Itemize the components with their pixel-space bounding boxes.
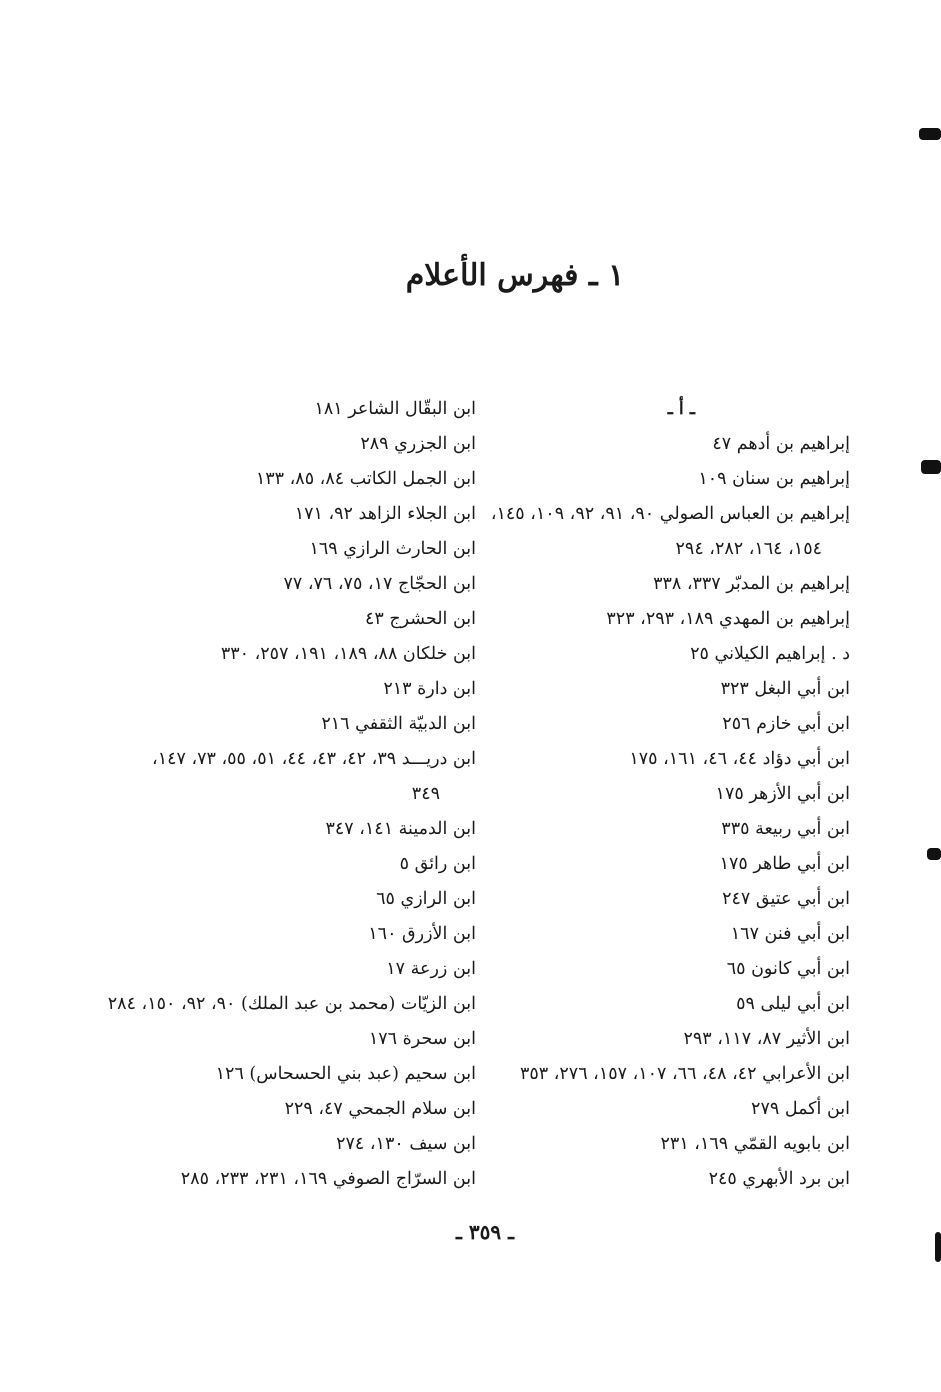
index-entry: د . إبراهيم الكيلاني ٢٥	[690, 644, 850, 664]
index-entry: إبراهيم بن سنان ١٠٩	[698, 469, 850, 489]
right-column	[490, 392, 850, 1197]
index-entry: ابن الرازي ٦٥	[376, 889, 476, 909]
index-entry: ابن السرّاج الصوفي ١٦٩، ٢٣١، ٢٣٣، ٢٨٥	[180, 1169, 476, 1189]
index-entry: ابن أبي البغل ٣٢٣	[720, 679, 850, 699]
index-entry: ابن البقّال الشاعر ١٨١	[314, 399, 476, 419]
index-entry: ابن زرعة ١٧	[386, 959, 476, 979]
section-letter: ـ أ ـ	[667, 399, 695, 419]
index-entry: إبراهيم بن المهدي ١٨٩، ٢٩٣، ٣٢٣	[606, 609, 850, 629]
index-entry: ابن رائق ٥	[399, 854, 476, 874]
index-entry: ابن أكمل ٢٧٩	[751, 1099, 850, 1119]
left-column	[107, 392, 476, 1197]
scan-edge-mark	[921, 460, 941, 474]
index-entry: ابن أبي دؤاد ٤٤، ٤٦، ١٦١، ١٧٥	[629, 749, 850, 769]
index-entry: ابن الحجّاج ١٧، ٧٥، ٧٦، ٧٧	[283, 574, 476, 594]
index-entry: ابن أبي طاهر ١٧٥	[719, 854, 850, 874]
index-entry: ابن سيف ١٣٠، ٢٧٤	[336, 1134, 476, 1154]
index-entry: ابن الحارث الرازي ١٦٩	[309, 539, 476, 559]
index-entry: ابن دارة ٢١٣	[383, 679, 476, 699]
index-entry-continuation: ١٥٤، ١٦٤، ٢٨٢، ٢٩٤	[675, 539, 822, 559]
index-entry: ابن أبي ربيعة ٣٣٥	[721, 819, 850, 839]
index-entry: ابن دريـــد ٣٩، ٤٢، ٤٣، ٤٤، ٥١، ٥٥، ٧٣، ١٤٧،	[152, 749, 476, 769]
page-number: ـ ٣٥٩ ـ	[456, 1220, 514, 1244]
scan-edge-mark	[927, 848, 941, 860]
index-entry: ابن الأثير ٨٧، ١١٧، ٢٩٣	[683, 1029, 850, 1049]
index-entry: ابن أبي عتيق ٢٤٧	[722, 889, 850, 909]
index-entry: ابن الجمل الكاتب ٨٤، ٨٥، ١٣٣	[255, 469, 476, 489]
index-entry: ابن أبي فنن ١٦٧	[730, 924, 850, 944]
index-entry: ابن أبي الأزهر ١٧٥	[715, 784, 850, 804]
index-entry: ابن الحشرج ٤٣	[364, 609, 476, 629]
index-entry: ابن الدمينة ١٤١، ٣٤٧	[325, 819, 476, 839]
index-title: ١ ـ فهرس الأعلام	[405, 258, 625, 293]
index-entry: ابن أبي كانون ٦٥	[726, 959, 850, 979]
index-entry: ابن سحيم (عبد بني الحسحاس) ١٢٦	[215, 1064, 476, 1084]
index-entry: ابن أبي خازم ٢٥٦	[722, 714, 850, 734]
index-entry: إبراهيم بن أدهم ٤٧	[712, 434, 850, 454]
index-entry: إبراهيم بن المدبّر ٣٣٧، ٣٣٨	[653, 574, 850, 594]
index-entry: ابن الزيّات (محمد بن عبد الملك) ٩٠، ٩٢، ١٥٠، ٢٨٤	[107, 994, 476, 1014]
index-entry: ابن سحرة ١٧٦	[368, 1029, 476, 1049]
index-entry: ابن الجلاء الزاهد ٩٢، ١٧١	[294, 504, 476, 524]
index-entry: ابن الأزرق ١٦٠	[368, 924, 476, 944]
index-entry: ابن برد الأبهري ٢٤٥	[708, 1169, 850, 1189]
scan-edge-mark	[935, 1232, 941, 1262]
index-entry-continuation: ٣٤٩	[411, 784, 440, 804]
index-entry: ابن أبي ليلى ٥٩	[736, 994, 850, 1014]
index-entry: ابن الأعرابي ٤٢، ٤٨، ٦٦، ١٠٧، ١٥٧، ٢٧٦، ٣٥٣	[519, 1064, 850, 1084]
index-entry: إبراهيم بن العباس الصولي ٩٠، ٩١، ٩٢، ١٠٩، ١٤٥،	[490, 504, 850, 524]
index-entry: ابن خلكان ٨٨، ١٨٩، ١٩١، ٢٥٧، ٣٣٠	[220, 644, 476, 664]
index-entry: ابن الجزري ٢٨٩	[360, 434, 476, 454]
index-entry: ابن سلام الجمحي ٤٧، ٢٢٩	[284, 1099, 476, 1119]
scan-edge-mark	[919, 128, 941, 140]
index-entry: ابن بابويه القمّي ١٦٩، ٢٣١	[660, 1134, 850, 1154]
index-entry: ابن الدبيّة الثقفي ٢١٦	[321, 714, 476, 734]
